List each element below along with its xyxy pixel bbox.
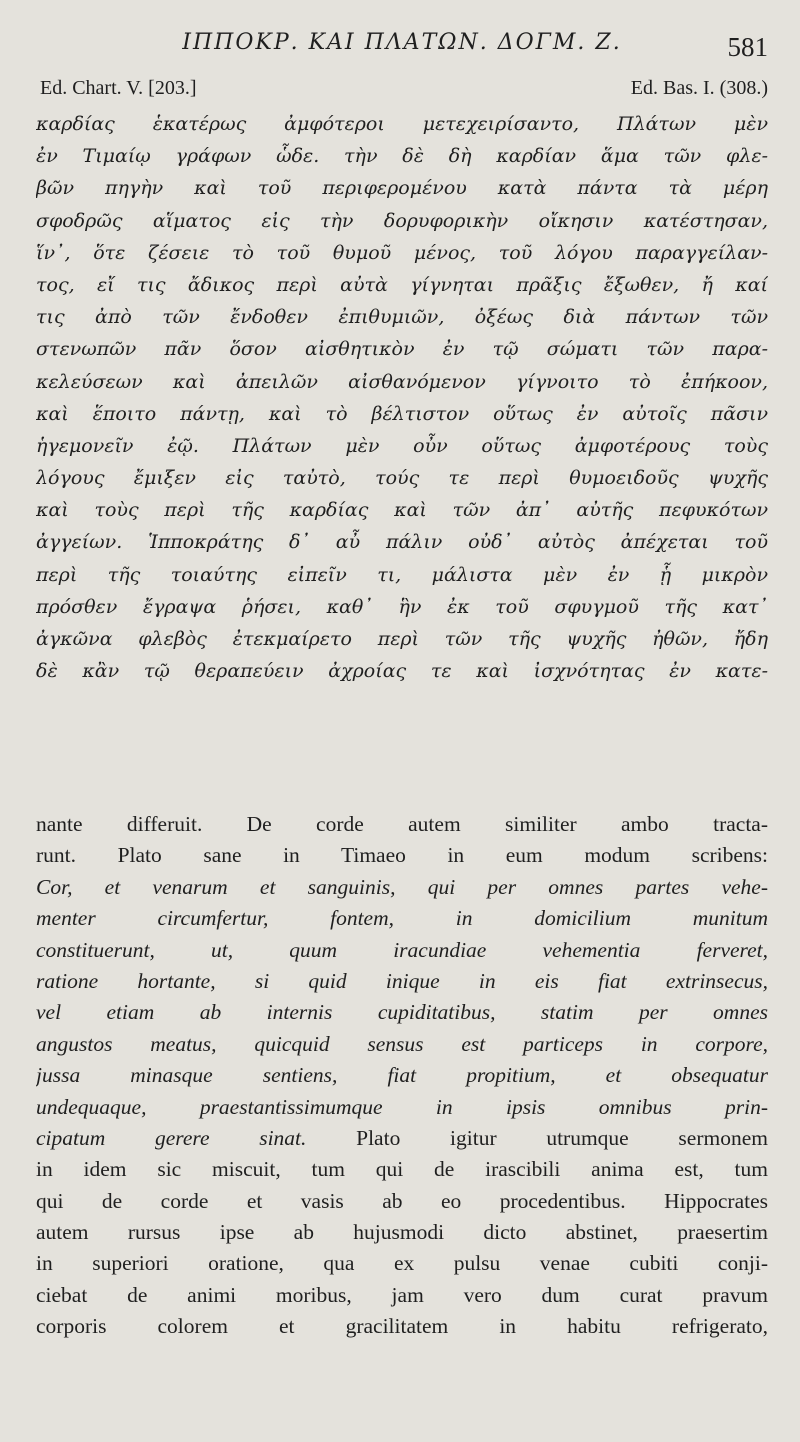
edition-basel: Ed. Bas. I. (308.) <box>630 77 768 99</box>
latin-text-line <box>36 1154 768 1185</box>
latin-text-segment: in superiori oratione, qua ex pulsu venae cubiti conji- <box>36 1251 768 1276</box>
greek-text-line: στενωπῶν πᾶν ὅσον αἰσθητικὸν ἐν τῷ σώματι τῶν παρα- <box>36 338 768 361</box>
latin-quotation-segment: menter circumfertur, fontem, in domicilium munitum <box>36 906 768 931</box>
latin-text-line <box>36 903 768 934</box>
latin-text-line <box>36 1029 768 1060</box>
latin-text-line <box>36 1248 768 1279</box>
greek-text-line: ἡγεμονεῖν ἐῷ. Πλάτων μὲν οὖν οὕτως ἀμφοτέρους τοὺς <box>36 434 768 457</box>
greek-text-line: καὶ ἕποιτο πάντῃ, καὶ τὸ βέλτιστον οὕτως ἐν αὐτοῖς πᾶσιν <box>36 402 768 425</box>
running-head <box>36 30 768 60</box>
greek-text-line: καρδίας ἑκατέρως ἀμφότεροι μετεχειρίσαντο, Πλάτων μὲν <box>36 113 768 135</box>
latin-text-line <box>36 809 768 840</box>
latin-text-line <box>36 1060 768 1091</box>
latin-quotation-segment: cipatum gerere sinat. <box>36 1125 307 1150</box>
greek-text-line: δὲ κἂν τῷ θεραπεύειν ἀχροίας τε καὶ ἰσχνότητας ἐν κατε- <box>36 660 768 683</box>
latin-quotation-segment: jussa minasque sentiens, fiat propitium, et obsequatur <box>36 1063 768 1088</box>
latin-text-line <box>36 997 768 1028</box>
latin-text-segment: ciebat de animi moribus, jam vero dum curat pravum <box>36 1282 768 1307</box>
latin-quotation-segment: undequaque, praestantissimumque in ipsis omnibus prin- <box>36 1094 768 1119</box>
latin-text-segment: qui de corde et vasis ab eo procedentibus. Hippocrates <box>36 1188 768 1213</box>
greek-text-line: πρόσθεν ἔγραψα ῥήσει, καθ᾽ ἣν ἐκ τοῦ σφυγμοῦ τῆς κατ᾽ <box>36 595 768 618</box>
latin-text-line <box>36 935 768 966</box>
greek-text-line: βῶν πηγὴν καὶ τοῦ περιφερομένου κατὰ πάντα τὰ μέρη <box>36 177 768 200</box>
latin-text-line <box>36 1311 768 1342</box>
latin-text-segment: Plato igitur utrumque sermonem <box>306 1125 768 1150</box>
latin-text-line <box>36 966 768 997</box>
greek-text-line: τις ἀπὸ τῶν ἔνδοθεν ἐπιθυμιῶν, ὀξέως διὰ πάντων τῶν <box>36 306 768 329</box>
greek-text <box>36 108 768 687</box>
greek-text-line: ἀγγείων. Ἱπποκράτης δ᾽ αὖ πάλιν οὐδ᾽ αὐτὸς ἀπέχεται τοῦ <box>36 531 768 554</box>
greek-text-line: περὶ τῆς τοιαύτης εἰπεῖν τι, μάλιστα μὲν ἐν ᾗ μικρὸν <box>36 563 768 586</box>
page-number: 581 <box>727 32 768 62</box>
latin-quotation-segment: vel etiam ab internis cupiditatibus, statim per omnes <box>36 1000 768 1025</box>
running-title: ΙΠΠΟΚΡ. ΚΑΙ ΠΛΑΤΩΝ. ΔΟΓΜ. Ζ. <box>182 30 622 55</box>
greek-text-line: λόγους ἔμιξεν εἰς ταὐτὸ, τούς τε περὶ θυμοειδοῦς ψυχῆς <box>36 467 768 490</box>
latin-text-line <box>36 1186 768 1217</box>
edition-chartier: Ed. Chart. V. [203.] <box>40 77 197 99</box>
greek-text-line: κελεύσεων καὶ ἀπειλῶν αἰσθανόμενον γίγνοιτο τὸ ἐπήκοον, <box>36 370 768 393</box>
latin-quotation-segment: angustos meatus, quicquid sensus est particeps in corpore, <box>36 1031 768 1056</box>
greek-text-line: σφοδρῶς αἵματος εἰς τὴν δορυφορικὴν οἴκησιν κατέστησαν, <box>36 209 768 232</box>
latin-text-segment: in idem sic miscuit, tum qui de irascibili anima est, tum <box>36 1157 768 1182</box>
latin-quotation-segment: ratione hortante, si quid inique in eis fiat extrinsecus, <box>36 968 768 993</box>
greek-text-line: ἀγκῶνα φλεβὸς ἐτεκμαίρετο περὶ τῶν τῆς ψυχῆς ἠθῶν, ἤδη <box>36 628 768 650</box>
edition-references <box>36 77 768 103</box>
latin-quotation-segment: Cor, et venarum et sanguinis, qui per omnes partes vehe- <box>36 874 768 899</box>
latin-text-line <box>36 1217 768 1248</box>
latin-text-segment: corporis colorem et gracilitatem in habitu refrigerato, <box>36 1314 768 1339</box>
latin-text-line <box>36 1092 768 1123</box>
latin-text-segment: runt. Plato sane in Timaeo in eum modum scribens: <box>36 843 768 868</box>
latin-text-segment: autem rursus ipse ab hujusmodi dicto abstinet, praesertim <box>36 1220 768 1245</box>
greek-text-line: καὶ τοὺς περὶ τῆς καρδίας καὶ τῶν ἀπ᾽ αὐτῆς πεφυκότων <box>36 499 768 522</box>
greek-text-line: ἐν Τιμαίῳ γράφων ὧδε. τὴν δὲ δὴ καρδίαν ἅμα τῶν φλε- <box>36 145 768 168</box>
latin-text-line <box>36 840 768 871</box>
latin-quotation-segment: constituerunt, ut, quum iracundiae vehementia ferveret, <box>36 937 768 962</box>
latin-text-line <box>36 1123 768 1154</box>
latin-text-line <box>36 872 768 903</box>
greek-text-line: ἵν᾽, ὅτε ζέσειε τὸ τοῦ θυμοῦ μένος, τοῦ λόγου παραγγείλαν- <box>36 241 768 264</box>
latin-text-segment: nante differuit. De corde autem similiter ambo tracta- <box>36 812 768 836</box>
latin-translation <box>36 809 768 1343</box>
latin-text-line <box>36 1280 768 1311</box>
greek-text-line: τος, εἴ τις ἄδικος περὶ αὐτὰ γίγνηται πρᾶξις ἔξωθεν, ἤ καί <box>36 273 768 296</box>
